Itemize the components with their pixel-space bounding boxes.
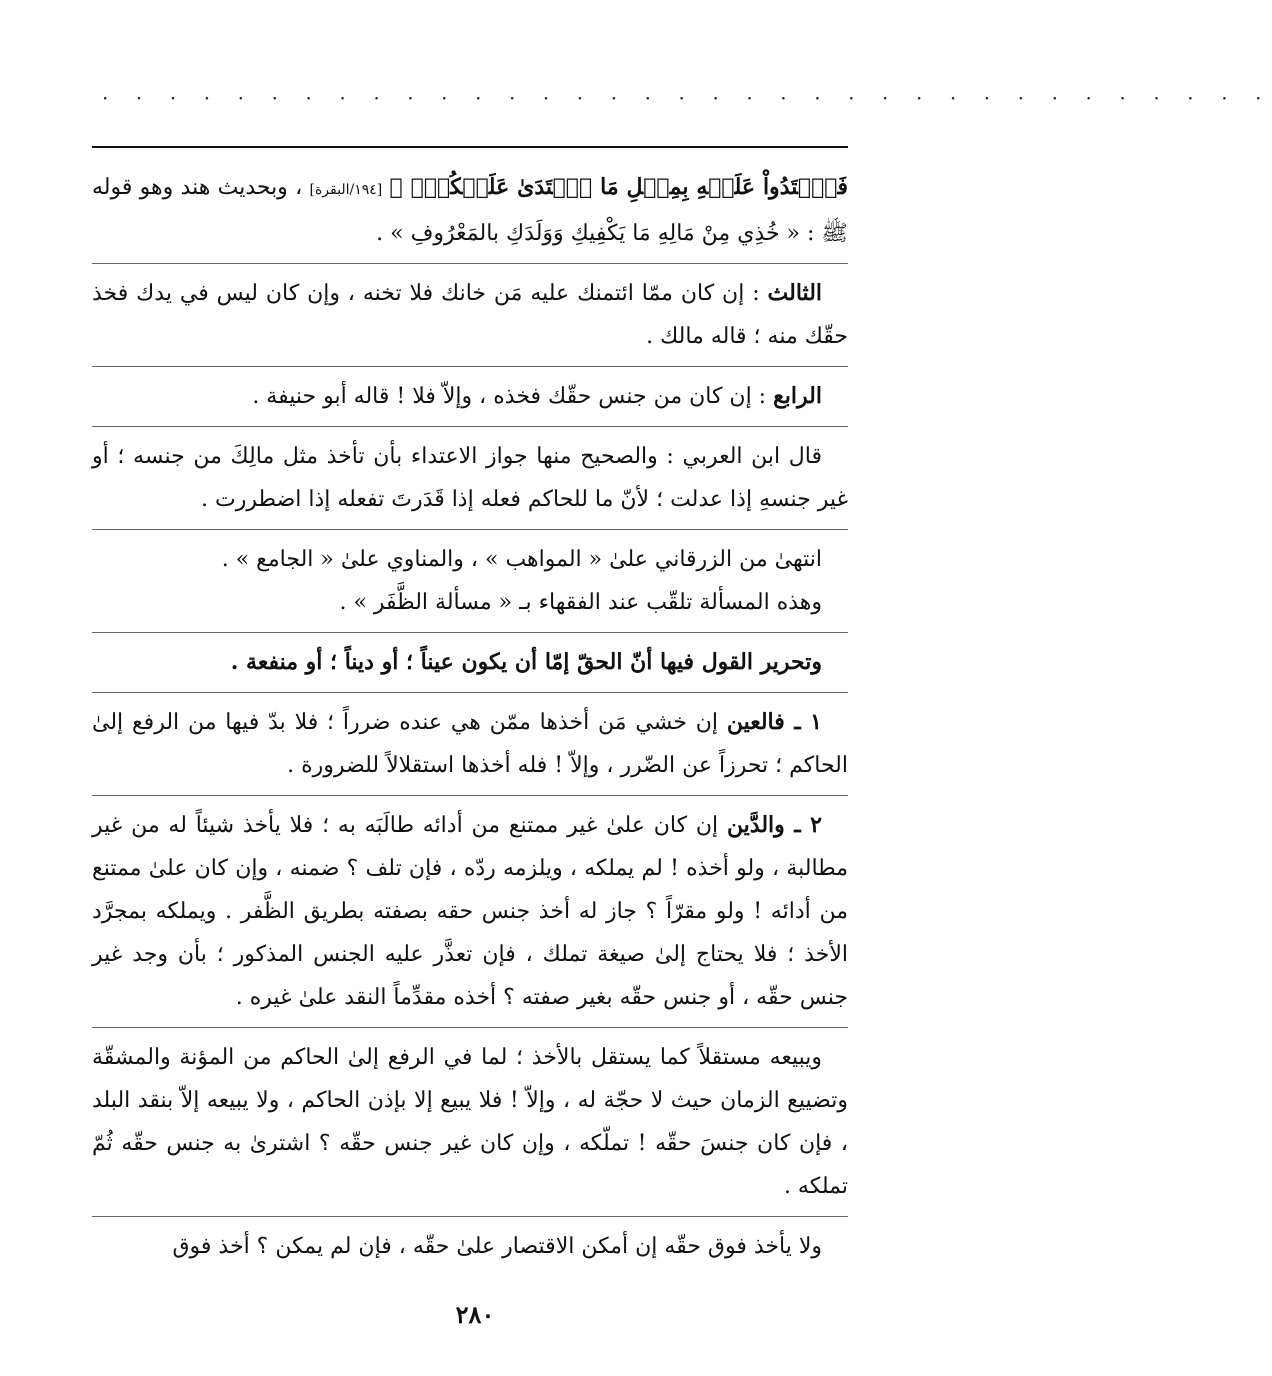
paragraph-text: ولا يأخذ فوق حقّه إن أمكن الاقتصار علىٰ حقّه ، فإن لم يمكن ؟ أخذ فوق — [172, 1234, 822, 1259]
paragraph-separator — [92, 1216, 848, 1217]
paragraph-text: انتهىٰ من الزرقاني علىٰ « المواهب » ، والمناوي علىٰ « الجامع » . — [221, 547, 822, 572]
page-body — [92, 166, 848, 1268]
paragraph-text: : إن كان من جنس حقّك فخذه ، وإلاّ فلا ! قاله أبو حنيفة . — [252, 384, 767, 409]
paragraph-text: وهذه المسألة تلقّب عند الفقهاء بـ « مسألة الظَّفَر » . — [339, 590, 822, 615]
paragraph-separator — [92, 692, 848, 693]
paragraph-lead: ١ ـ فالعين — [726, 709, 822, 735]
paragraph-dayn — [92, 804, 848, 1019]
paragraph-text: إن خشي مَن أخذها ممّن هي عنده ضرراً ؛ فلا بدّ فيها من الرفع إلىٰ الحاكم ؛ تحرزاً عن الضّرر ، وإلاّ ! فله أخذها استقلالاً للضرورة . — [92, 710, 848, 778]
verse-reference: [١٩٤/البقرة] — [309, 182, 383, 198]
page-number: ٢٨٠ — [455, 1300, 495, 1329]
paragraph-third-opinion — [92, 272, 848, 358]
paragraph-text: قال ابن العربي : والصحيح منها جواز الاعتداء بأن تأخذ مثل مالِكَ من جنسه ؛ أو غير جنسهِ إذا عدلت ؛ لأنّ ما للحاكم فعله إذا قَدَرتَ تفعله إذا اضطررت . — [92, 444, 848, 512]
paragraph-separator — [92, 1027, 848, 1028]
paragraph-lead: الرابع — [773, 383, 822, 409]
paragraph-tahrir — [92, 641, 848, 684]
paragraph-separator — [92, 529, 848, 530]
paragraph-ayn — [92, 701, 848, 787]
paragraph-text: ، وبحديث هند وهو قوله ﷺ : « خُذِي مِنْ مَالِهِ مَا يَكْفِيكِ وَوَلَدَكِ بالمَعْرُوفِ » . — [92, 175, 848, 246]
paragraph-lead: ٢ ـ والدَّين — [726, 812, 822, 838]
paragraph-selling — [92, 1036, 848, 1208]
paragraph-separator — [92, 263, 848, 264]
paragraph-quran-hadith — [92, 166, 848, 255]
paragraph-overtake — [92, 1225, 848, 1268]
paragraph-fourth-opinion — [92, 375, 848, 418]
header-dotted-line: · · · · · · · · · · · · · · · · · · · · · · · · · · · · · · · · · · · — [102, 86, 1272, 110]
paragraph-text: وتحرير القول فيها أنّ الحقّ إمّا أن يكون عيناً ؛ أو ديناً ؛ أو منفعة . — [230, 649, 822, 675]
paragraph-separator — [92, 632, 848, 633]
paragraph-text: ويبيعه مستقلاً كما يستقل بالأخذ ؛ لما في الرفع إلىٰ الحاكم من المؤنة والمشقّة وتضييع الزمان حيث لا حجّة له ، وإلاّ ! فلا يبيع إلا بإذن الحاكم ، ولا يبيعه إلاّ بنقد البلد ، فإن كان جنسَ حقّه ! تملّكه ، وإن كان غير جنس حقّه ؟ اشترىٰ به جنس حقّه ثُمّ تملكه . — [92, 1045, 848, 1199]
quran-verse: فَٱعۡتَدُواْ عَلَيۡهِ بِمِثۡلِ مَا ٱعۡتَدَىٰ عَلَيۡكُمۡۚ ﴾ — [389, 174, 848, 200]
paragraph-separator — [92, 795, 848, 796]
paragraph-separator — [92, 366, 848, 367]
paragraph-lead: الثالث — [767, 280, 823, 306]
header-rule — [92, 146, 848, 148]
paragraph-source — [92, 538, 848, 581]
paragraph-ibn-arabi — [92, 435, 848, 521]
paragraph-separator — [92, 426, 848, 427]
paragraph-text: إن كان علىٰ غير ممتنع من أدائه طالَبَه به ؛ فلا يأخذ شيئاً له من غير مطالبة ، ولو أخذه ! لم يملكه ، ويلزمه ردّه ، فإن تلف ؟ ضمنه ، وإن كان علىٰ ممتنع من أدائه ! ولو مقرّاً ؟ جاز له أخذ جنس حقه بصفته بطريق الظَّفر . ويملكه بمجرَّد الأخذ ؛ فلا يحتاج إلىٰ صيغة تملك ، فإن تعذَّر عليه الجنس المذكور ؛ بأن وجد غير جنس حقّه ، أو جنس حقّه بغير صفته ؟ أخذه مقدِّماً النقد علىٰ غيره . — [92, 813, 848, 1010]
paragraph-text: : إن كان ممّا ائتمنك عليه مَن خانك فلا تخنه ، وإن كان ليس في يدك فخذ حقّك منه ؛ قاله مالك . — [92, 281, 848, 349]
paragraph-zafar — [92, 581, 848, 624]
